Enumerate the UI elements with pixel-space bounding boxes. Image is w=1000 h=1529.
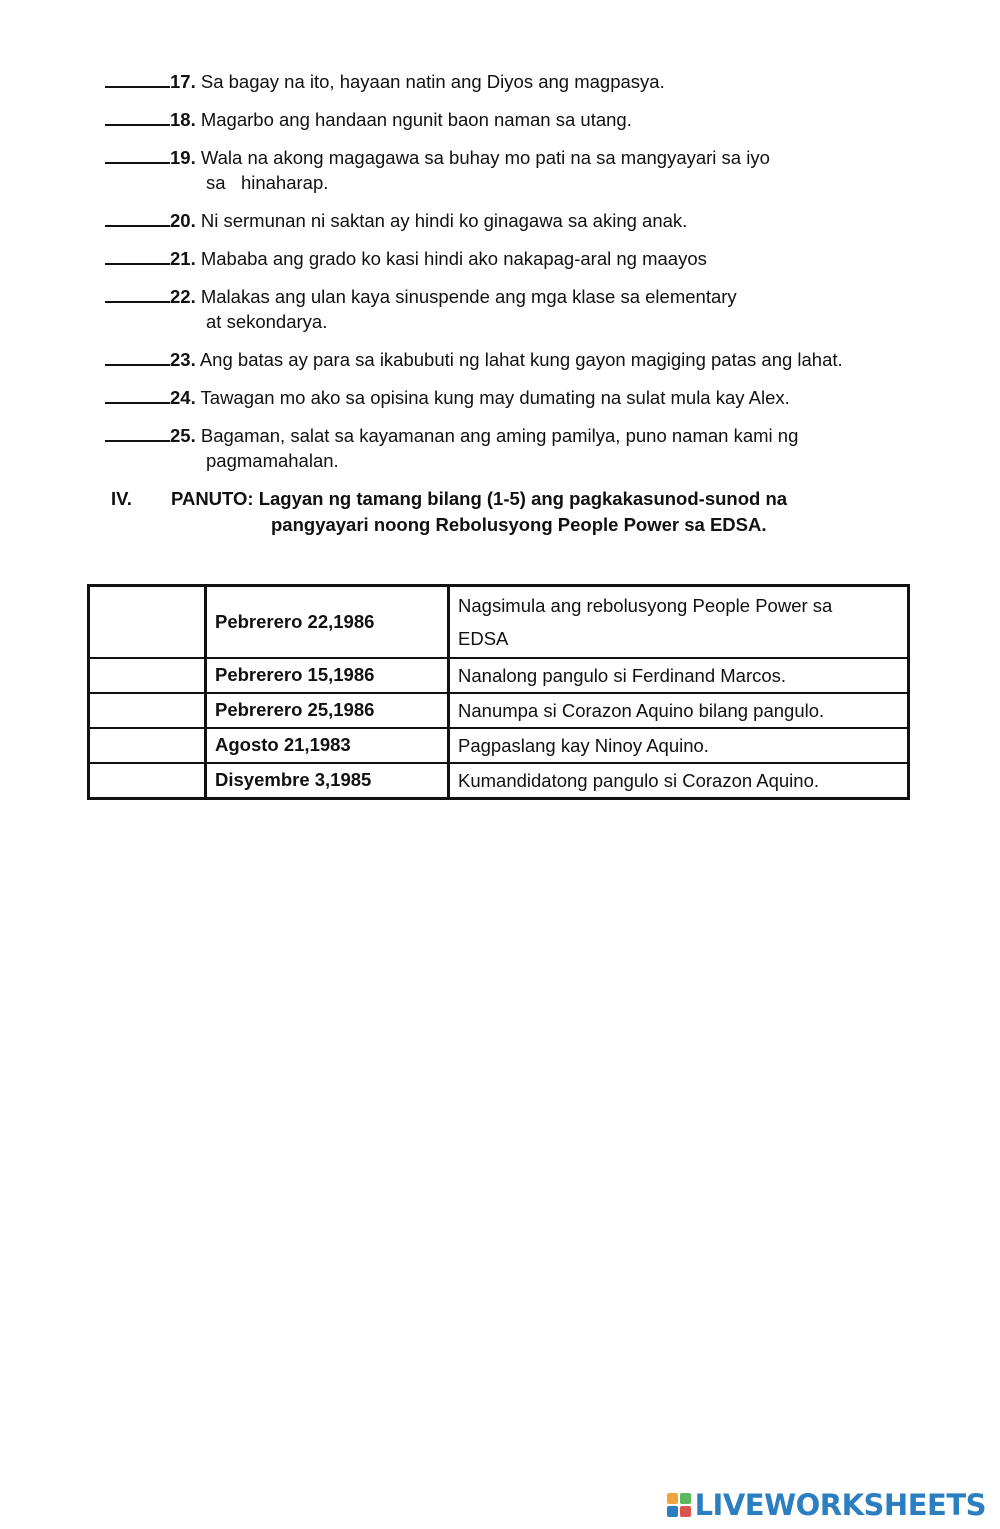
logo-block [680,1493,691,1504]
date-cell: Pebrerero 22,1986 [206,586,449,658]
question-number: 22. [170,286,196,307]
section-instruction: PANUTO: Lagyan ng tamang bilang (1-5) ang pagkakasunod-sunod na [171,488,788,509]
order-answer-cell[interactable] [89,586,206,658]
question-item [105,207,965,233]
answer-blank[interactable] [105,346,170,366]
question-item [105,68,965,94]
table-row [89,728,909,763]
question-item [105,346,965,372]
event-text-continued: EDSA [458,627,509,649]
question-text: Wala na akong magagawa sa buhay mo pati na sa mangyayari sa iyo [200,147,770,168]
question-text: Ang batas ay para sa ikabubuti ng lahat kung gayon magiging patas ang lahat. [199,349,843,370]
question-number: 20. [170,210,196,231]
question-number: 24. [170,387,196,408]
event-cell: Pagpaslang kay Ninoy Aquino. [449,728,909,763]
answer-blank[interactable] [105,422,170,442]
answer-blank[interactable] [105,144,170,164]
event-cell: Nanalong pangulo si Ferdinand Marcos. [449,658,909,693]
logo-text: LIVEWORKSHEETS [694,1488,986,1522]
question-item [105,384,965,410]
section-instruction-continued: pangyayari noong Rebolusyong People Power sa EDSA. [271,514,767,535]
table-row [89,693,909,728]
answer-blank[interactable] [105,245,170,265]
question-text: Mababa ang grado ko kasi hindi ako nakapag-aral ng maayos [200,248,707,269]
question-number: 23. [170,349,196,370]
question-text: Bagaman, salat sa kayamanan ang aming pamilya, puno naman kami ng [200,425,799,446]
order-answer-cell[interactable] [89,728,206,763]
date-cell: Pebrerero 25,1986 [206,693,449,728]
liveworksheets-logo [667,1488,986,1522]
table-row [89,586,909,658]
question-item [105,106,965,132]
question-number: 25. [170,425,196,446]
event-cell: Nanumpa si Corazon Aquino bilang pangulo. [449,693,909,728]
question-number: 18. [170,109,196,130]
answer-blank[interactable] [105,207,170,227]
question-text: Malakas ang ulan kaya sinuspende ang mga klase sa elementary [200,286,737,307]
question-text-continued: at sekondarya. [206,311,328,332]
question-text: Ni sermunan ni saktan ay hindi ko ginagawa sa aking anak. [200,210,688,231]
table-row [89,658,909,693]
answer-blank[interactable] [105,384,170,404]
answer-blank[interactable] [105,283,170,303]
question-number: 17. [170,71,196,92]
table-row [89,763,909,799]
order-answer-cell[interactable] [89,658,206,693]
logo-block [680,1506,691,1517]
question-list [105,68,965,485]
question-item [105,245,965,271]
question-item [105,283,965,334]
question-number: 21. [170,248,196,269]
date-cell: Disyembre 3,1985 [206,763,449,799]
question-number: 19. [170,147,196,168]
question-item [105,422,965,473]
question-text-continued: pagmamahalan. [206,450,339,471]
answer-blank[interactable] [105,106,170,126]
section-number: IV. [111,488,132,509]
event-text: Nagsimula ang rebolusyong People Power sa [458,594,833,616]
question-text: Tawagan mo ako sa opisina kung may dumating na sulat mula kay Alex. [200,387,790,408]
date-cell: Agosto 21,1983 [206,728,449,763]
order-answer-cell[interactable] [89,693,206,728]
question-text: Sa bagay na ito, hayaan natin ang Diyos ang magpasya. [200,71,665,92]
logo-blocks-icon [667,1493,691,1517]
question-text-continued: sa hinaharap. [206,172,329,193]
logo-block [667,1493,678,1504]
event-cell [449,586,909,658]
event-cell: Kumandidatong pangulo si Corazon Aquino. [449,763,909,799]
date-cell: Pebrerero 15,1986 [206,658,449,693]
question-item [105,144,965,195]
sequence-table [87,584,910,800]
answer-blank[interactable] [105,68,170,88]
question-text: Magarbo ang handaan ngunit baon naman sa utang. [200,109,632,130]
order-answer-cell[interactable] [89,763,206,799]
logo-block [667,1506,678,1517]
